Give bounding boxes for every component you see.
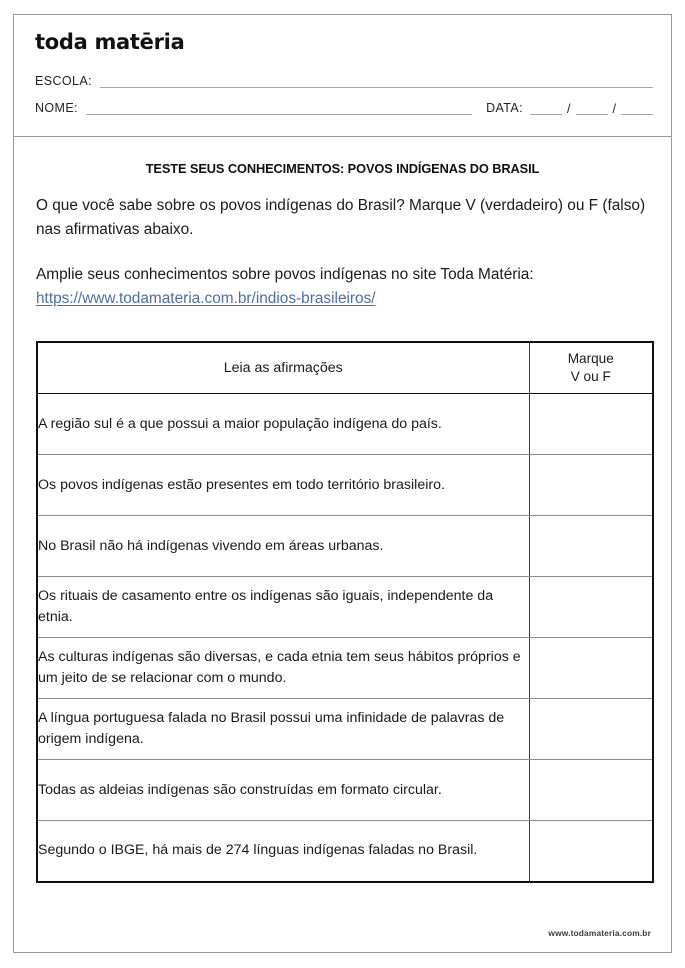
escola-field-row: [35, 74, 653, 88]
data-month-input[interactable]: [576, 103, 608, 115]
quiz-link-prefix: Amplie seus conhecimentos sobre povos indígenas no site Toda Matéria:: [36, 266, 534, 283]
statement-cell: No Brasil não há indígenas vivendo em áreas urbanas.: [37, 516, 529, 577]
column-header-statements: Leia as afirmações: [37, 342, 529, 394]
answer-cell[interactable]: [529, 760, 653, 821]
answer-cell[interactable]: [529, 577, 653, 638]
statement-cell: As culturas indígenas são diversas, e cada etnia tem seus hábitos próprios e um jeito de se relacionar com o mundo.: [37, 638, 529, 699]
answer-cell[interactable]: [529, 394, 653, 455]
quiz-link-paragraph: [36, 263, 649, 311]
escola-input-line[interactable]: [100, 76, 653, 88]
table-row: [37, 516, 653, 577]
quiz-table-body: [37, 394, 653, 882]
column-header-answer: [529, 342, 653, 394]
table-row: [37, 821, 653, 882]
data-day-input[interactable]: [530, 103, 562, 115]
table-header-row: [37, 342, 653, 394]
quiz-instructions: O que você sabe sobre os povos indígenas do Brasil? Marque V (verdadeiro) ou F (falso) nas afirmativas abaixo.: [36, 197, 646, 238]
worksheet-content: [14, 161, 671, 883]
answer-cell[interactable]: [529, 821, 653, 882]
quiz-title: TESTE SEUS CONHECIMENTOS: POVOS INDÍGENAS DO BRASIL: [145, 161, 540, 176]
table-row: [37, 638, 653, 699]
statement-cell: A região sul é a que possui a maior população indígena do país.: [37, 394, 529, 455]
quiz-table: [36, 341, 654, 883]
answer-cell[interactable]: [529, 638, 653, 699]
footer-site-url: www.todamateria.com.br: [548, 928, 651, 938]
todamateria-link[interactable]: https://www.todamateria.com.br/indios-brasileiros/: [36, 290, 376, 307]
quiz-table-head: [37, 342, 653, 394]
answer-cell[interactable]: [529, 516, 653, 577]
worksheet-header: [14, 15, 671, 137]
data-separator-2: /: [612, 102, 616, 116]
data-year-input[interactable]: [621, 103, 653, 115]
table-row: [37, 394, 653, 455]
statement-cell: Os rituais de casamento entre os indígenas são iguais, independente da etnia.: [37, 577, 529, 638]
nome-input-line[interactable]: [86, 103, 472, 115]
column-header-answer-line1: Marque: [567, 351, 614, 366]
nome-label: NOME:: [35, 101, 78, 115]
table-row: [37, 455, 653, 516]
table-row: [37, 577, 653, 638]
answer-cell[interactable]: [529, 699, 653, 760]
nome-field-row: [35, 101, 653, 115]
escola-label: ESCOLA:: [35, 74, 92, 88]
worksheet-page: [13, 14, 672, 953]
data-field-group: [486, 101, 653, 115]
table-row: [37, 760, 653, 821]
brand-logo: toda matēria: [35, 30, 185, 54]
data-label: DATA:: [486, 101, 524, 115]
table-row: [37, 699, 653, 760]
answer-cell[interactable]: [529, 455, 653, 516]
column-header-answer-line2: V ou F: [570, 369, 611, 384]
statement-cell: A língua portuguesa falada no Brasil possui uma infinidade de palavras de origem indígena.: [37, 699, 529, 760]
statement-cell: Todas as aldeias indígenas são construídas em formato circular.: [37, 760, 529, 821]
data-separator-1: /: [567, 102, 571, 116]
statement-cell: Segundo o IBGE, há mais de 274 línguas indígenas faladas no Brasil.: [37, 821, 529, 882]
statement-cell: Os povos indígenas estão presentes em todo território brasileiro.: [37, 455, 529, 516]
